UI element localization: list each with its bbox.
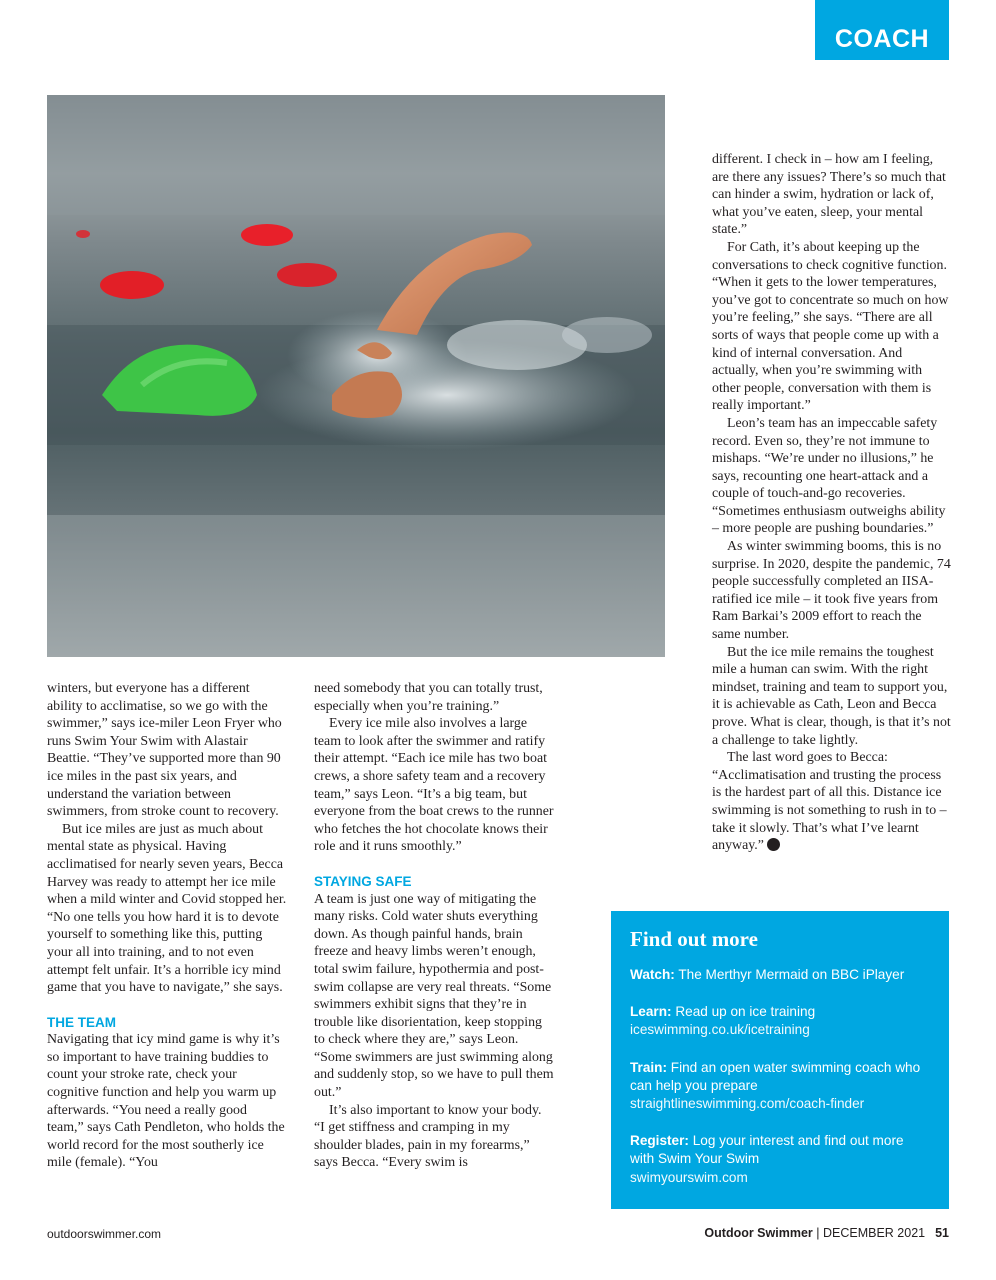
info-item-link[interactable]: iceswimming.co.uk/icetraining <box>630 1022 810 1038</box>
info-item-train <box>630 1059 929 1114</box>
info-item-text: Find an open water swimming coach who can help you prepare <box>630 1059 921 1093</box>
info-item-label: Learn: <box>630 1004 672 1020</box>
info-item-watch <box>630 966 929 984</box>
body-paragraph: For Cath, it’s about keeping up the conversations to check cognitive function. “When it gets to the lower temperatures, you’ve got to concentrate so much on how you’re feeling,” she says. “There are all sorts of ways that people come up with a kind of internal conversation. And actually, when you’re swimming with other people, conversation with them is really important.” <box>712 239 949 414</box>
body-paragraph: Every ice mile also involves a large team to look after the swimmer and ratify their attempt. “Each ice mile has two boat crews, a shore safety team and a recovery team,” says Leon. “It’s a big team, but everyone from the boat crews to the runner who fetches the hot chocolate knows their role and it runs smoothly.” <box>314 716 554 855</box>
article-column-2 <box>314 680 554 1172</box>
body-paragraph-final <box>712 749 952 855</box>
final-paragraph-text: The last word goes to Becca: “Acclimatisation and trusting the process is the hardest part of all this. Distance ice swimming is not something to rush in to – take it slowly. That’s what I’ve learnt anyway.” <box>712 750 947 854</box>
section-tab-label: COACH <box>834 25 930 53</box>
info-item-register <box>630 1132 929 1187</box>
info-item-label: Watch: <box>630 967 675 982</box>
article-column-3 <box>712 151 952 855</box>
body-paragraph: As winter swimming booms, this is no surprise. In 2020, despite the pandemic, 74 people successfully completed an IISA-ratified ice mile – it took five years from Ram Barkai’s 2009 effort to reach the same number. <box>712 539 951 643</box>
info-item-learn <box>630 1003 929 1039</box>
body-paragraph: different. I check in – how am I feeling, are there any issues? There’s so much that can hinder a swim, hydration or lack of, what you’ve eaten, sleep, your mental state.” <box>712 152 946 238</box>
info-item-text: Log your interest and find out more with Swim Your Swim <box>630 1133 904 1167</box>
info-item-link[interactable]: swimyourswim.com <box>630 1169 748 1185</box>
article-column-1 <box>47 680 287 1172</box>
body-paragraph: need somebody that you can totally trust, especially when you’re training.” <box>314 681 543 714</box>
body-paragraph: A team is just one way of mitigating the many risks. Cold water shuts everything down. As though painful hands, brain freeze and heavy limbs weren’t enough, total swim failure, hypothermia and post-swim collapse are very real threats. “Some swimmers exhibit signs that they’re in trouble like disorientation, keep stopping to check where they are,” says Leon. “Some swimmers are just swimming along and suddenly stop, so we have to pull them out.” <box>314 891 554 1101</box>
info-item-text: Read up on ice training <box>675 1004 816 1020</box>
footer-website[interactable]: outdoorswimmer.com <box>47 1227 162 1241</box>
footer-magazine-name: Outdoor Swimmer <box>704 1226 813 1240</box>
infobox-title: Find out more <box>630 927 758 951</box>
swimmer-illustration <box>47 95 665 657</box>
subhead-the-team: THE TEAM <box>47 1014 116 1030</box>
info-item-label: Register: <box>630 1133 689 1149</box>
body-paragraph: Navigating that icy mind game is why it’s so important to have training buddies to count your stroke rate, check your cognitive function and help you warm up afterwards. “You need a really good team,” says Cath Pendleton, who holds the world record for the most southerly ice mile (female). “You <box>47 1032 285 1171</box>
subhead-staying-safe: STAYING SAFE <box>314 873 412 889</box>
footer-folio <box>704 1226 949 1240</box>
body-paragraph: winters, but everyone has a different ability to acclimatise, so we go with the swimmer,” says ice-miler Leon Fryer who runs Swim Your Swim with Alastair Beattie. “They’ve supported more than 90 ice miles in the past six years, and understand the variation between swimmers, from stroke count to recovery. <box>47 681 282 820</box>
footer-issue-date: DECEMBER 2021 <box>822 1226 926 1240</box>
swimmer-photo <box>47 95 665 657</box>
end-of-article-icon <box>767 838 780 851</box>
info-item-link[interactable]: straightlineswimming.com/coach-finder <box>630 1096 865 1112</box>
section-tab <box>815 0 949 60</box>
footer-page-number: 51 <box>935 1226 949 1240</box>
body-paragraph: But ice miles are just as much about mental state as physical. Having acclimatised for nearly seven years, Becca Harvey was ready to attempt her ice mile when a mild winter and Covid stopped her. “No one tells you how hard it is to devote yourself to something like this, putting your all into training, and to not even attempt felt unfair. It’s a horrible icy mind game that you have to navigate,” she says. <box>47 821 287 996</box>
body-paragraph: Leon’s team has an impeccable safety record. Even so, they’re not immune to mishaps. “We’re under no illusions,” he says, recounting one heart-attack and a couple of touch-and-go recoveries. “Sometimes enthusiasm outweighs ability – more people are pushing boundaries.” <box>712 415 946 537</box>
info-item-text: The Merthyr Mermaid on BBC iPlayer <box>678 967 905 982</box>
find-out-more-box <box>611 911 949 1209</box>
info-item-label: Train: <box>630 1059 668 1075</box>
body-paragraph: But the ice mile remains the toughest mile a human can swim. With the right mindset, training and team to support you, it is achievable as Cath, Leon and Becca prove. What is clear, though, is that it’s not a challenge to take lightly. <box>712 644 951 748</box>
body-paragraph: It’s also important to know your body. “I get stiffness and cramping in my shoulder blades, pain in my forearms,” says Becca. “Every swim is <box>314 1102 542 1171</box>
footer-separator: | <box>812 1226 823 1240</box>
